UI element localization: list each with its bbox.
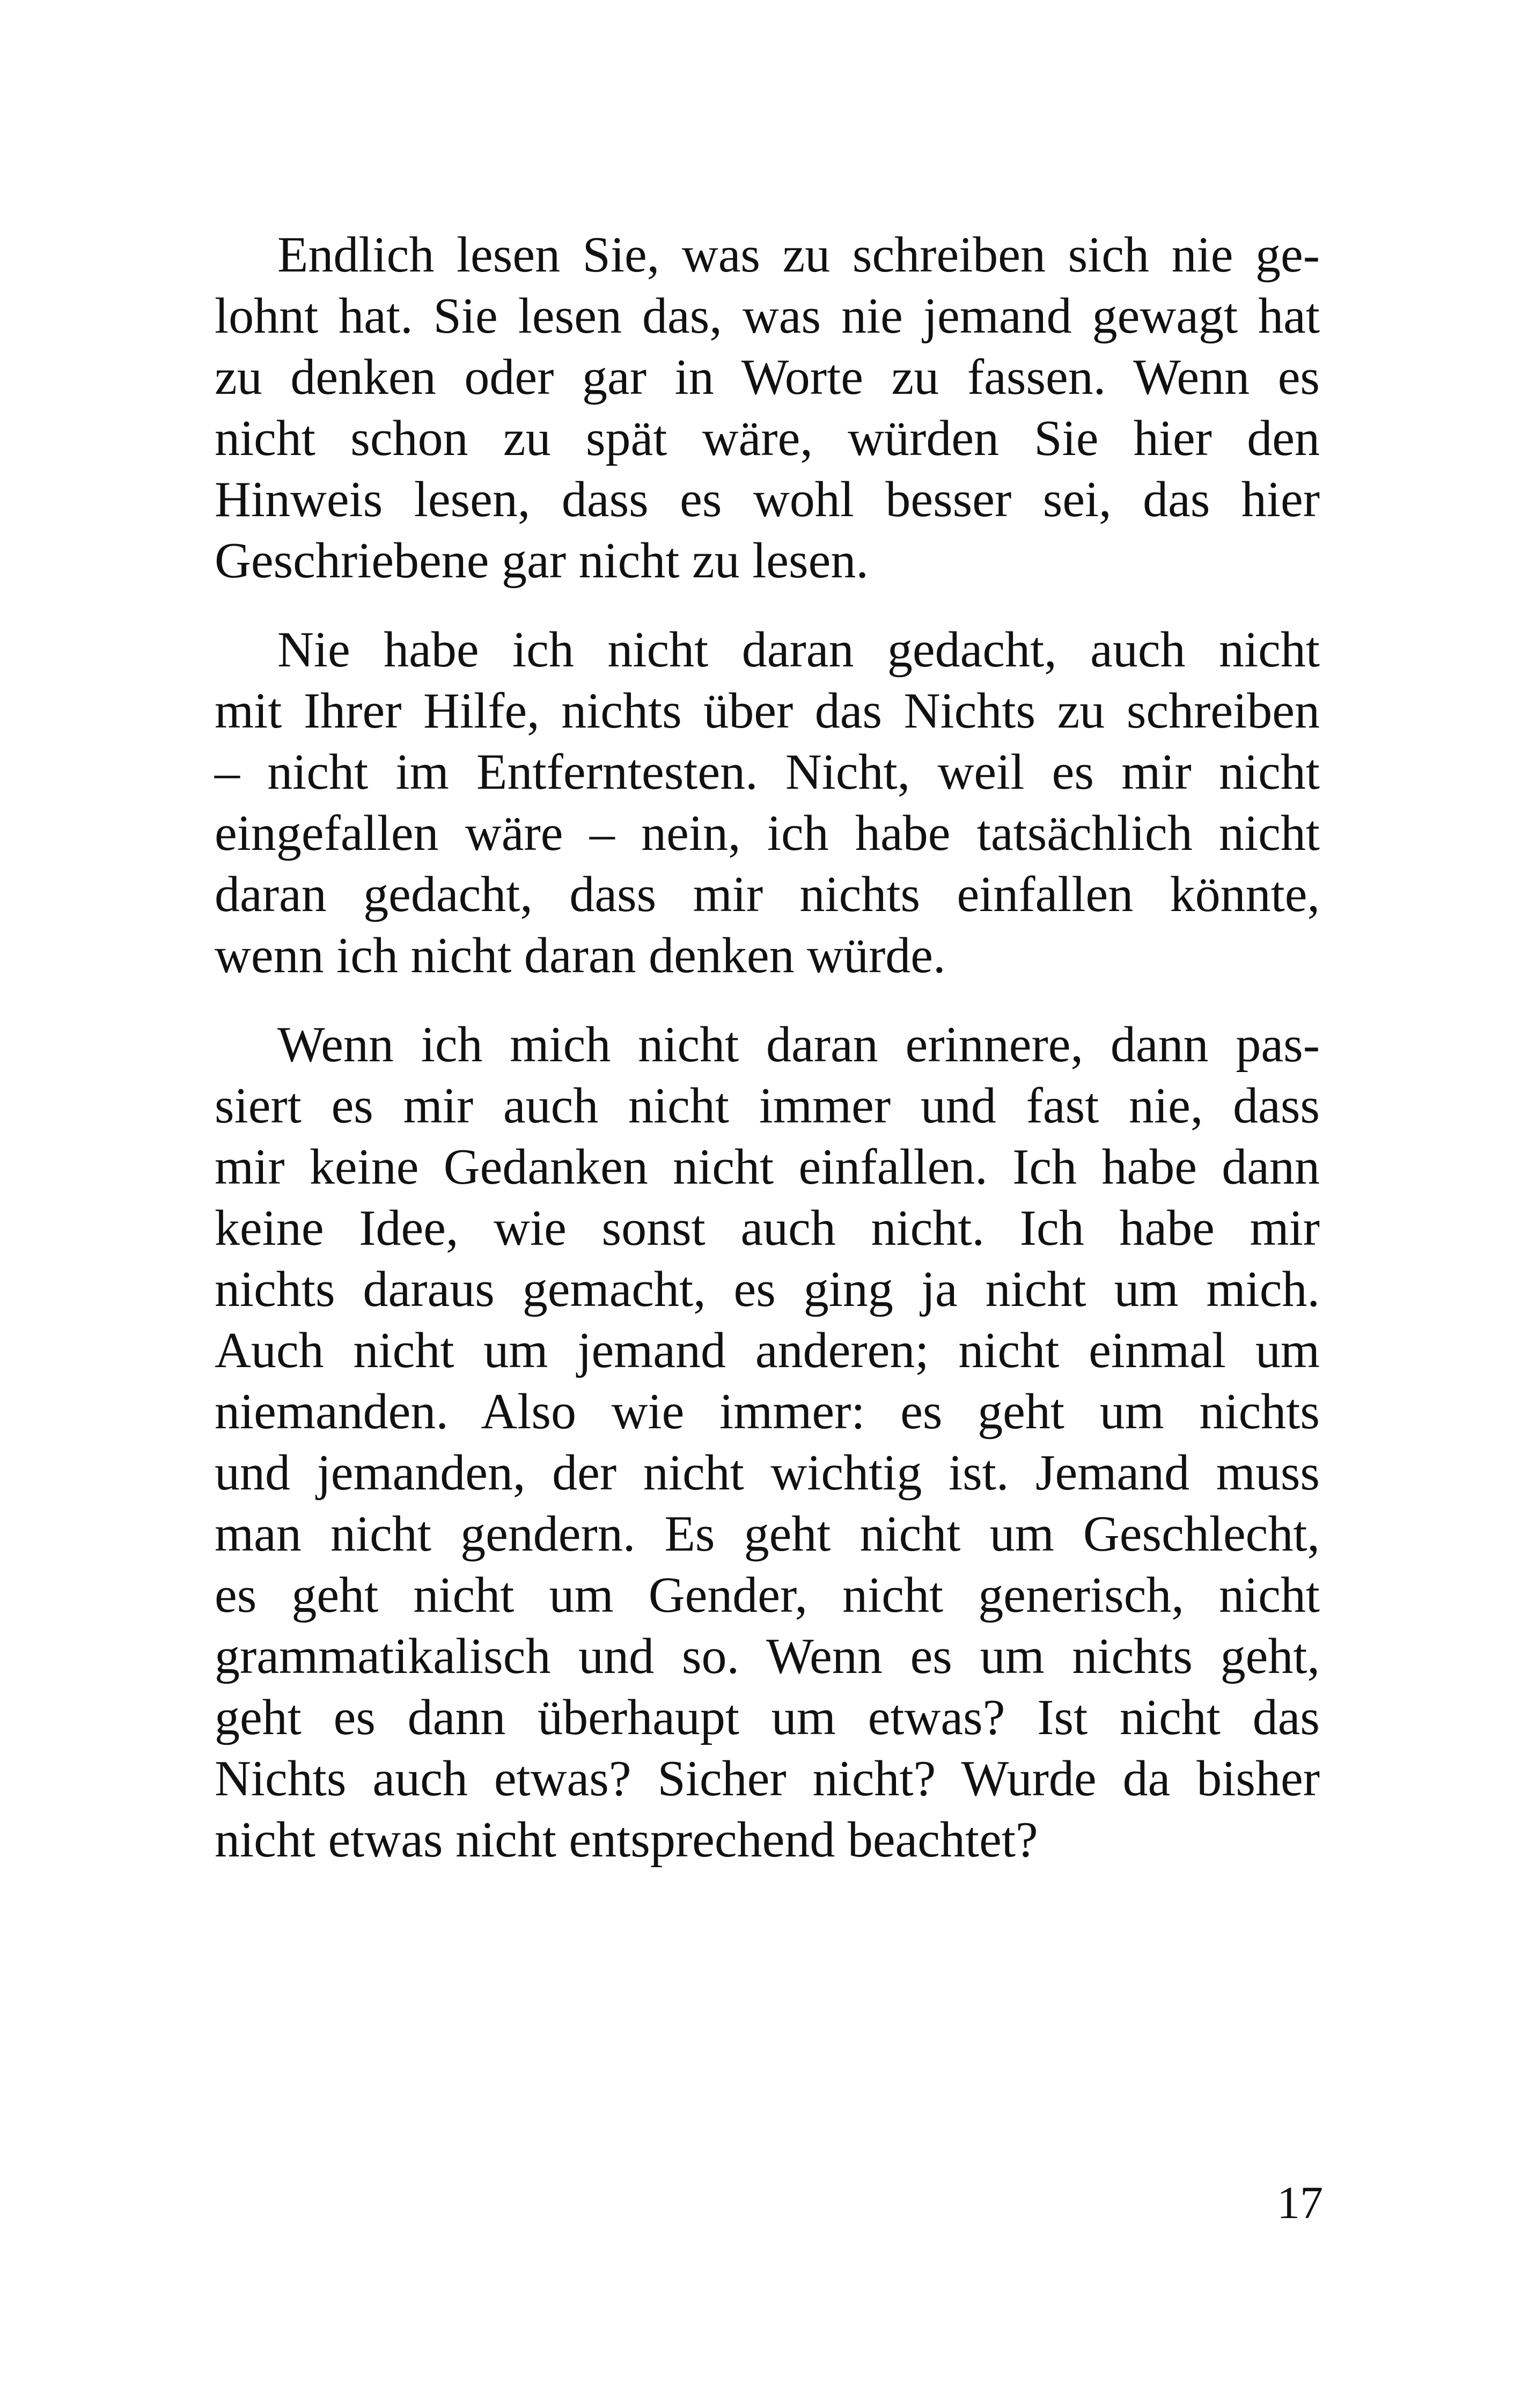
text-line: und jemanden, der nicht wichtig ist. Jemand muss bbox=[215, 1445, 1320, 1501]
text-line: man nicht gendern. Es geht nicht um Geschlecht, bbox=[215, 1506, 1320, 1562]
text-line: grammatikalisch und so. Wenn es um nichts geht, bbox=[215, 1628, 1320, 1684]
text-line: wenn ich nicht daran denken würde. bbox=[215, 928, 946, 983]
paragraph-2 bbox=[215, 619, 1320, 986]
text-line: eingefallen wäre – nein, ich habe tatsächlich nicht bbox=[215, 805, 1320, 861]
text-line: Auch nicht um jemand anderen; nicht einmal um bbox=[215, 1323, 1320, 1378]
text-line: nicht etwas nicht entsprechend beachtet? bbox=[215, 1812, 1038, 1868]
body-text bbox=[215, 224, 1320, 1898]
text-line: keine Idee, wie sonst auch nicht. Ich habe mir bbox=[215, 1200, 1320, 1256]
page-number: 17 bbox=[1277, 2177, 1323, 2228]
text-line: lohnt hat. Sie lesen das, was nie jemand gewagt hat bbox=[215, 288, 1320, 344]
text-line: Hinweis lesen, dass es wohl besser sei, das hier bbox=[215, 472, 1320, 527]
text-line: daran gedacht, dass mir nichts einfallen könnte, bbox=[215, 867, 1320, 922]
text-line: – nicht im Entferntesten. Nicht, weil es mir nicht bbox=[215, 744, 1320, 800]
paragraph-3 bbox=[215, 1014, 1320, 1870]
text-line: mir keine Gedanken nicht einfallen. Ich habe dann bbox=[215, 1139, 1320, 1195]
text-line: Nichts auch etwas? Sicher nicht? Wurde da bisher bbox=[215, 1751, 1320, 1807]
text-line: Endlich lesen Sie, was zu schreiben sich nie ge- bbox=[277, 227, 1320, 283]
text-line: mit Ihrer Hilfe, nichts über das Nichts zu schreiben bbox=[215, 683, 1320, 739]
text-line: zu denken oder gar in Worte zu fassen. Wenn es bbox=[215, 349, 1320, 405]
text-line: Wenn ich mich nicht daran erinnere, dann pas- bbox=[277, 1017, 1320, 1073]
text-line: Nie habe ich nicht daran gedacht, auch nicht bbox=[277, 622, 1320, 678]
text-line: nichts daraus gemacht, es ging ja nicht um mich. bbox=[215, 1261, 1320, 1317]
text-line: Geschriebene gar nicht zu lesen. bbox=[215, 533, 869, 589]
text-line: siert es mir auch nicht immer und fast nie, dass bbox=[215, 1078, 1320, 1134]
text-line: nicht schon zu spät wäre, würden Sie hier den bbox=[215, 410, 1320, 466]
paragraph-1 bbox=[215, 224, 1320, 591]
text-line: es geht nicht um Gender, nicht generisch, nicht bbox=[215, 1567, 1320, 1623]
text-line: geht es dann überhaupt um etwas? Ist nicht das bbox=[215, 1690, 1320, 1745]
text-line: niemanden. Also wie immer: es geht um nichts bbox=[215, 1384, 1320, 1440]
